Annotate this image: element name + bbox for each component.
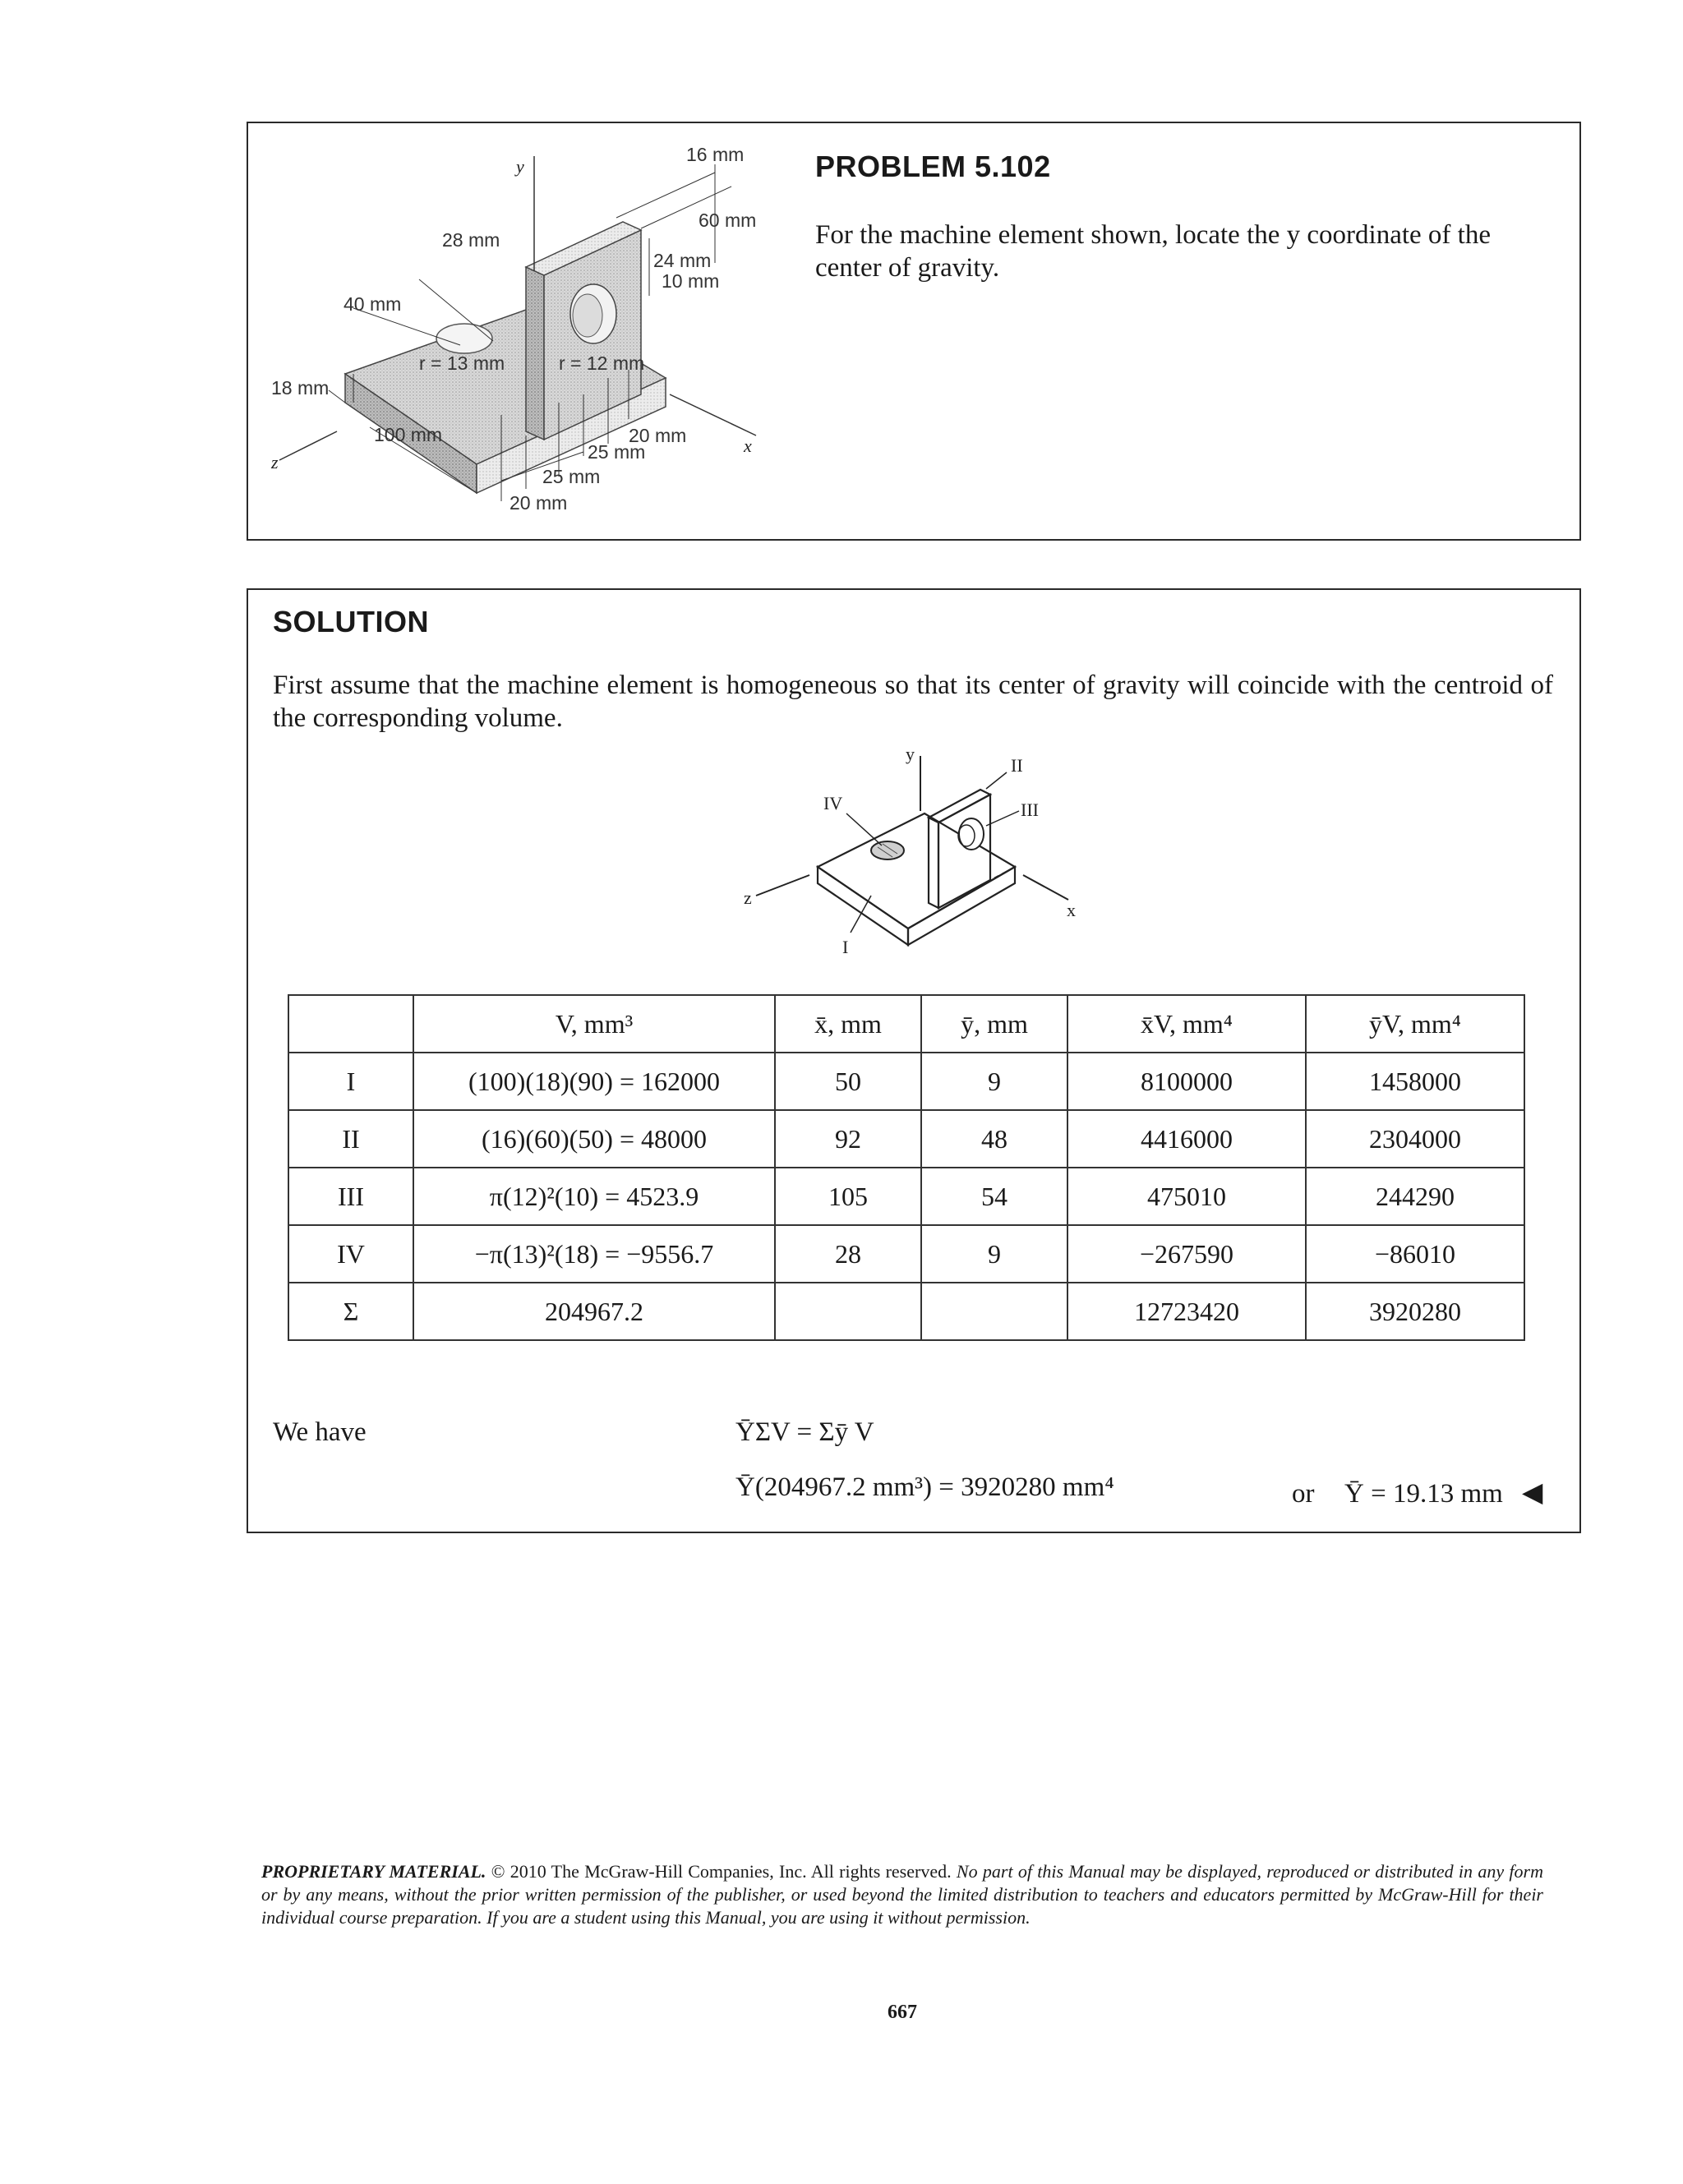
xbar-cell [775, 1283, 921, 1340]
xbarV-cell: 4416000 [1067, 1110, 1306, 1168]
sketch-label-IV: IV [823, 793, 843, 813]
row-label: III [288, 1168, 413, 1225]
equation-2: Ȳ(204967.2 mm³) = 3920280 mm⁴ [735, 1472, 1114, 1502]
xbar-cell: 50 [775, 1053, 921, 1110]
xbarV-cell: −267590 [1067, 1225, 1306, 1283]
footer-label: PROPRIETARY MATERIAL. [261, 1861, 486, 1882]
footer-copyright: © 2010 The McGraw-Hill Companies, Inc. All rights reserved. [491, 1861, 952, 1882]
volume-cell: 204967.2 [413, 1283, 775, 1340]
solution-heading: SOLUTION [273, 605, 429, 638]
ybar-cell: 54 [921, 1168, 1067, 1225]
ybar-cell: 48 [921, 1110, 1067, 1168]
xbarV-cell: 8100000 [1067, 1053, 1306, 1110]
final-answer: Ȳ = 19.13 mm [1344, 1479, 1503, 1509]
page-number: 667 [888, 2002, 917, 2023]
problem-statement: For the machine element shown, locate the y coordinate of the center of gravity. [815, 220, 1491, 283]
xbarV-cell: 12723420 [1067, 1283, 1306, 1340]
xbar-cell: 92 [775, 1110, 921, 1168]
sketch-x-label: x [1067, 900, 1076, 920]
ybarV-cell: 1458000 [1306, 1053, 1524, 1110]
table-row [288, 1110, 1524, 1168]
dim-r12mm: r = 12 mm [559, 352, 645, 374]
ybar-cell: 9 [921, 1225, 1067, 1283]
dim-18mm: 18 mm [271, 377, 330, 399]
problem-title: PROBLEM 5.102 [815, 150, 1051, 183]
answer-prefix: or [1292, 1479, 1315, 1509]
xbar-cell: 105 [775, 1168, 921, 1225]
volume-cell: (16)(60)(50) = 48000 [413, 1110, 775, 1168]
sketch-y-label: y [906, 744, 915, 764]
x-axis-label: x [744, 435, 752, 456]
dim-60mm: 60 mm [699, 210, 757, 231]
answer-marker: ◀ [1522, 1478, 1543, 1508]
row-label: I [288, 1053, 413, 1110]
z-axis-label: z [271, 452, 279, 472]
solution-intro: First assume that the machine element is homogeneous so that its center of gravity will coincide with the centroid of the corresponding volume. [273, 670, 1553, 733]
dim-10mm: 10 mm [662, 270, 720, 292]
equation-1: ȲΣV = Σȳ V [735, 1417, 874, 1447]
header-cell-xbar: x̄, mm [775, 995, 921, 1053]
base-hole [436, 324, 492, 353]
dim-40mm: 40 mm [344, 293, 402, 315]
ybarV-cell: 3920280 [1306, 1283, 1524, 1340]
dim-r13mm: r = 13 mm [419, 352, 505, 374]
table-row [288, 1168, 1524, 1225]
dim-100mm: 100 mm [374, 424, 443, 445]
header-cell-xbarV: x̄V, mm⁴ [1067, 995, 1306, 1053]
sketch-z-label: z [744, 887, 752, 908]
header-cell-volume: V, mm³ [413, 995, 775, 1053]
table-sum-row [288, 1283, 1524, 1340]
dim-16mm: 16 mm [686, 144, 745, 165]
dim-25mm-upper: 25 mm [588, 441, 646, 463]
machine-element-figure [255, 131, 797, 534]
dim-25mm-lower: 25 mm [542, 466, 601, 487]
sketch-label-II: II [1011, 755, 1023, 776]
y-axis-label: y [516, 156, 524, 177]
dim-28mm: 28 mm [442, 229, 500, 251]
sketch-label-III: III [1021, 799, 1039, 820]
volume-cell: (100)(18)(90) = 162000 [413, 1053, 775, 1110]
dim-24mm: 24 mm [653, 250, 712, 271]
sketch-label-I: I [842, 937, 849, 957]
ybar-cell: 9 [921, 1053, 1067, 1110]
ybarV-cell: 244290 [1306, 1168, 1524, 1225]
table-row [288, 1225, 1524, 1283]
footer-notice: No part of this Manual may be displayed, reproduced or distributed in any form or by any means, without the prior written permission of the publisher, or used beyond the limited distribution to teachers and educators permitted by McGraw-Hill for their individual course preparation. If you are a student using this Manual, you are using it without permission. [261, 1861, 1543, 1928]
table-header-row [288, 995, 1524, 1053]
centroid-table [288, 994, 1525, 1341]
we-have-label: We have [273, 1417, 367, 1447]
ybarV-cell: 2304000 [1306, 1110, 1524, 1168]
dim-20mm-left: 20 mm [510, 492, 568, 514]
volume-cell: −π(13)²(18) = −9556.7 [413, 1225, 775, 1283]
ybar-cell [921, 1283, 1067, 1340]
xbar-cell: 28 [775, 1225, 921, 1283]
component-sketch [723, 744, 1118, 982]
copyright-footer [261, 1860, 1543, 1929]
row-label: Σ [288, 1283, 413, 1340]
ybarV-cell: −86010 [1306, 1225, 1524, 1283]
header-cell-ybarV: ȳV, mm⁴ [1306, 995, 1524, 1053]
header-cell-ybar: ȳ, mm [921, 995, 1067, 1053]
plate-front-face [526, 267, 544, 440]
header-cell-blank [288, 995, 413, 1053]
row-label: II [288, 1110, 413, 1168]
volume-cell: π(12)²(10) = 4523.9 [413, 1168, 775, 1225]
dim-20mm-right: 20 mm [629, 425, 687, 446]
xbarV-cell: 475010 [1067, 1168, 1306, 1225]
table-row [288, 1053, 1524, 1110]
row-label: IV [288, 1225, 413, 1283]
